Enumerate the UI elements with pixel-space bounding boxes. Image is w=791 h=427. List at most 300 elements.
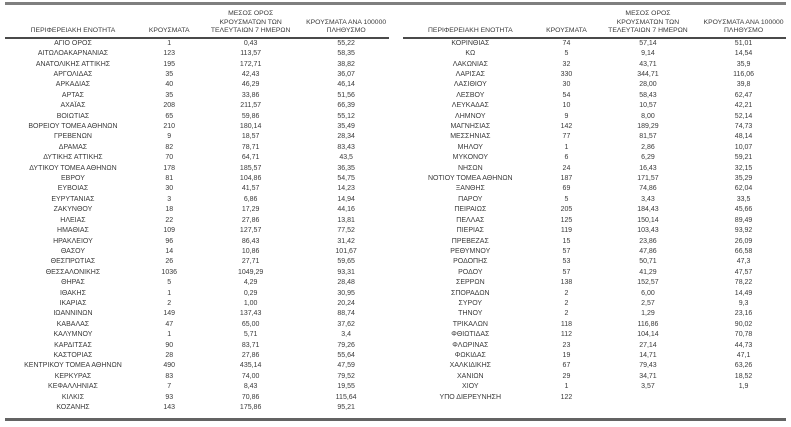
cases-value: 109 <box>163 227 176 235</box>
cases-value: 1 <box>564 383 569 391</box>
avg7-value: 81,57 <box>639 133 657 141</box>
table-row <box>5 247 389 257</box>
table-row <box>403 237 787 247</box>
cases-value: 29 <box>562 372 571 380</box>
cases-value: 1 <box>167 289 172 297</box>
cases-value: 6 <box>564 154 569 162</box>
region-name: ΣΠΟΡΑΔΩΝ <box>451 289 490 297</box>
region-name: ΜΑΓΝΗΣΙΑΣ <box>450 123 491 131</box>
avg7-value: 9,14 <box>641 50 655 58</box>
cases-value: 119 <box>560 227 573 235</box>
per100k-value: 55,64 <box>337 351 355 359</box>
cases-value: 32 <box>562 60 571 68</box>
table-row <box>5 382 389 392</box>
cases-value: 54 <box>562 91 571 99</box>
avg7-value: 137,43 <box>239 310 262 318</box>
cases-value: 7 <box>167 383 172 391</box>
region-name: ΕΥΒΟΙΑΣ <box>57 185 89 193</box>
per100k-value: 77,52 <box>337 227 355 235</box>
table-row <box>5 205 389 215</box>
avg7-value: 8,00 <box>641 112 655 120</box>
avg7-value: 1,00 <box>243 299 258 307</box>
region-name: ΙΘΑΚΗΣ <box>59 289 86 297</box>
per100k-value: 14,49 <box>734 289 753 297</box>
table-row <box>5 143 389 153</box>
cases-value: 2 <box>564 289 569 297</box>
region-name: ΚΟΡΙΝΘΙΑΣ <box>451 39 490 47</box>
table-row <box>403 247 787 257</box>
cases-value: 57 <box>562 268 571 276</box>
cases-value: 74 <box>562 39 571 47</box>
region-name: ΔΥΤΙΚΗΣ ΑΤΤΙΚΗΣ <box>43 154 103 162</box>
cases-value: 1 <box>564 143 569 151</box>
region-name: ΗΜΑΘΙΑΣ <box>57 227 89 235</box>
avg7-value: 152,57 <box>637 279 659 287</box>
avg7-value: 172,71 <box>239 60 262 68</box>
cases-value: 18 <box>165 206 174 214</box>
table-row <box>5 153 389 163</box>
per100k-value: 14,54 <box>734 50 753 58</box>
table-row <box>403 49 787 59</box>
per100k-value: 93,31 <box>337 268 355 276</box>
per100k-value: 66,39 <box>337 102 355 110</box>
table-row <box>5 309 389 319</box>
avg7-value: 175,86 <box>239 404 262 411</box>
region-name: ΒΟΙΩΤΙΑΣ <box>56 112 90 120</box>
per100k-value: 35,9 <box>736 60 751 68</box>
table-row <box>5 49 389 59</box>
avg7-value: 1049,29 <box>237 268 264 276</box>
per100k-value: 35,29 <box>734 175 753 183</box>
per100k-value: 47,59 <box>337 362 355 370</box>
avg7-value: 79,43 <box>639 362 657 370</box>
table-row <box>403 132 787 142</box>
table-row <box>5 216 389 226</box>
col-header-avg7: ΜΕΣΟΣ ΟΡΟΣ ΚΡΟΥΣΜΑΤΩΝ ΤΩΝ ΤΕΛΕΥΤΑΙΩΝ 7 ΗΜΕΡΩΝ <box>198 5 304 38</box>
per100k-value: 63,26 <box>734 362 753 370</box>
region-name: ΝΗΣΩΝ <box>457 164 483 172</box>
per100k-value: 43,5 <box>339 154 353 162</box>
per100k-value: 48,14 <box>734 133 753 141</box>
cases-value: 490 <box>163 362 176 370</box>
cases-value: 5 <box>167 279 172 287</box>
table-row <box>403 341 787 351</box>
table-row <box>5 299 389 309</box>
avg7-value: 83,71 <box>241 341 260 349</box>
avg7-value: 27,14 <box>639 341 657 349</box>
regional-table-left <box>5 5 389 413</box>
per100k-value: 44,73 <box>734 341 753 349</box>
table-row <box>5 195 389 205</box>
region-name: ΦΛΩΡΙΝΑΣ <box>452 341 489 349</box>
cases-value: 3 <box>167 195 172 203</box>
per100k-value: 95,21 <box>337 404 355 411</box>
per100k-value: 28,48 <box>337 279 355 287</box>
per100k-value: 55,12 <box>337 112 355 120</box>
per100k-value: 36,35 <box>337 164 355 172</box>
region-name: ΜΥΚΟΝΟΥ <box>452 154 488 162</box>
per100k-value: 33,5 <box>736 195 751 203</box>
cases-value: 14 <box>165 247 174 255</box>
cases-value: 1 <box>167 39 172 47</box>
table-row <box>403 122 787 132</box>
cases-value: 112 <box>560 331 573 339</box>
avg7-value: 86,43 <box>241 237 260 245</box>
region-name: ΛΑΣΙΘΙΟΥ <box>453 81 487 89</box>
cases-value: 142 <box>560 123 573 131</box>
avg7-value: 211,57 <box>240 102 262 110</box>
cases-value: 195 <box>163 60 176 68</box>
table-row <box>403 143 787 153</box>
avg7-value: 42,43 <box>241 71 260 78</box>
table-row <box>5 164 389 174</box>
region-name: ΚΕΝΤΡΙΚΟΥ ΤΟΜΕΑ ΑΘΗΝΩΝ <box>24 362 122 370</box>
col-header-per100k: ΚΡΟΥΣΜΑΤΑ ΑΝΑ 100000 ΠΛΗΘΥΣΜΟ <box>304 5 389 38</box>
avg7-value: 27,86 <box>241 351 260 359</box>
avg7-value: 103,43 <box>637 227 659 235</box>
per100k-value: 62,47 <box>734 91 753 99</box>
table-row <box>5 341 389 351</box>
avg7-value: 27,86 <box>241 216 260 224</box>
region-name: ΠΕΙΡΑΙΩΣ <box>454 206 487 214</box>
cases-value: 30 <box>562 81 571 89</box>
table-row <box>403 320 787 330</box>
per100k-value: 52,14 <box>734 112 753 120</box>
avg7-value: 189,29 <box>637 123 659 131</box>
avg7-value: 1,29 <box>641 310 655 318</box>
avg7-value: 3,43 <box>641 195 655 203</box>
cases-value: 90 <box>165 341 174 349</box>
region-name: ΛΕΣΒΟΥ <box>456 91 485 99</box>
region-name: ΣΕΡΡΩΝ <box>456 279 485 287</box>
cases-value: 47 <box>165 320 174 328</box>
per100k-value: 51,01 <box>734 39 753 47</box>
region-name: ΓΡΕΒΕΝΩΝ <box>54 133 92 141</box>
col-header-cases: ΚΡΟΥΣΜΑΤΑ <box>538 5 595 38</box>
table-row <box>403 309 787 319</box>
region-name: ΦΘΙΩΤΙΔΑΣ <box>451 331 490 339</box>
avg7-value: 23,86 <box>639 237 657 245</box>
cases-value: 138 <box>560 279 573 287</box>
region-name: ΣΥΡΟΥ <box>458 299 483 307</box>
cases-value: 5 <box>564 195 569 203</box>
per100k-value: 23,16 <box>734 310 753 318</box>
per100k-value: 51,56 <box>337 91 355 99</box>
table-row <box>5 237 389 247</box>
per100k-value: 38,82 <box>337 60 355 68</box>
cases-value: 65 <box>165 112 174 120</box>
tables-container <box>5 2 786 421</box>
avg7-value: 78,71 <box>241 143 260 151</box>
table-row <box>403 351 787 361</box>
avg7-value: 185,57 <box>239 164 262 172</box>
avg7-value: 10,86 <box>241 247 260 255</box>
avg7-value: 435,14 <box>239 362 262 370</box>
avg7-value: 43,71 <box>639 60 657 68</box>
per100k-value: 66,58 <box>734 247 753 255</box>
avg7-value: 5,71 <box>243 331 258 339</box>
region-name: ΠΡΕΒΕΖΑΣ <box>451 237 489 245</box>
table-row <box>403 60 787 70</box>
avg7-value: 3,57 <box>641 383 655 391</box>
region-name: ΧΑΛΚΙΔΙΚΗΣ <box>449 362 491 370</box>
cases-value: 210 <box>163 123 176 131</box>
region-name: ΠΑΡΟΥ <box>458 195 483 203</box>
table-row <box>403 372 787 382</box>
avg7-value: 18,57 <box>241 133 260 141</box>
table-row <box>403 38 787 49</box>
col-header-per100k: ΚΡΟΥΣΜΑΤΑ ΑΝΑ 100000 ΠΛΗΘΥΣΜΟ <box>701 5 786 38</box>
per100k-value: 13,81 <box>337 216 355 224</box>
per100k-value: 42,21 <box>734 102 753 110</box>
avg7-value: 65,00 <box>241 320 260 328</box>
region-name: ΑΓΙΟ ΟΡΟΣ <box>54 39 92 47</box>
per100k-value: 90,02 <box>734 320 753 328</box>
avg7-value: 17,29 <box>241 206 260 214</box>
region-name: ΙΩΑΝΝΙΝΩΝ <box>53 310 93 318</box>
region-name: ΑΝΑΤΟΛΙΚΗΣ ΑΤΤΙΚΗΣ <box>35 60 111 68</box>
per100k-value: 31,42 <box>337 237 355 245</box>
table-row <box>5 268 389 278</box>
region-name: ΑΡΚΑΔΙΑΣ <box>55 81 91 89</box>
per100k-value: 83,43 <box>337 143 355 151</box>
avg7-value: 344,71 <box>637 71 659 78</box>
region-name: ΡΕΘΥΜΝΟΥ <box>450 247 491 255</box>
table-row <box>403 226 787 236</box>
cases-value: 187 <box>560 175 573 183</box>
region-name: ΞΑΝΘΗΣ <box>455 185 485 193</box>
per100k-value: 37,62 <box>337 320 355 328</box>
region-name: ΘΗΡΑΣ <box>61 279 85 287</box>
table-row <box>403 80 787 90</box>
table-row <box>5 257 389 267</box>
table-row <box>5 132 389 142</box>
avg7-value: 46,29 <box>241 81 260 89</box>
cases-value: 53 <box>562 258 571 266</box>
table-row <box>5 372 389 382</box>
region-name: ΛΑΡΙΣΑΣ <box>455 71 485 78</box>
avg7-value: 28,00 <box>639 81 657 89</box>
region-name: ΗΡΑΚΛΕΙΟΥ <box>53 237 93 245</box>
table-row <box>5 351 389 361</box>
col-header-avg7: ΜΕΣΟΣ ΟΡΟΣ ΚΡΟΥΣΜΑΤΩΝ ΤΩΝ ΤΕΛΕΥΤΑΙΩΝ 7 ΗΜΕΡΩΝ <box>595 5 701 38</box>
per100k-value: 93,92 <box>734 227 753 235</box>
header-row <box>5 5 389 38</box>
per100k-value: 54,75 <box>337 175 355 183</box>
region-name: ΥΠΟ ΔΙΕΡΕΥΝΗΣΗ <box>439 393 502 401</box>
cases-value: 93 <box>165 393 174 401</box>
col-header-cases: ΚΡΟΥΣΜΑΤΑ <box>141 5 198 38</box>
cases-value: 35 <box>165 91 174 99</box>
cases-value: 125 <box>560 216 573 224</box>
cases-value: 5 <box>564 50 569 58</box>
region-name: ΛΑΚΩΝΙΑΣ <box>452 60 488 68</box>
region-name: ΚΕΡΚΥΡΑΣ <box>54 372 92 380</box>
cases-value: 83 <box>165 372 174 380</box>
per100k-value: 9,3 <box>738 299 749 307</box>
avg7-value: 50,71 <box>639 258 657 266</box>
cases-value: 1036 <box>161 268 177 276</box>
cases-value: 178 <box>163 164 176 172</box>
header-row <box>403 5 787 38</box>
per100k-value: 36,07 <box>337 71 355 78</box>
avg7-value: 59,86 <box>241 112 260 120</box>
table-row <box>403 382 787 392</box>
per100k-value: 47,57 <box>734 268 753 276</box>
per100k-value: 88,74 <box>337 310 355 318</box>
table-row <box>403 174 787 184</box>
avg7-value: 10,57 <box>639 102 657 110</box>
table-row <box>403 112 787 122</box>
region-name: ΚΩ <box>465 50 476 58</box>
avg7-value: 184,43 <box>637 206 659 214</box>
cases-value: 40 <box>165 81 174 89</box>
region-name: ΜΗΛΟΥ <box>457 143 483 151</box>
avg7-value: 74,86 <box>639 185 657 193</box>
table-row <box>5 174 389 184</box>
avg7-value: 6,86 <box>243 195 258 203</box>
table-row <box>5 101 389 111</box>
cases-value: 69 <box>562 185 571 193</box>
avg7-value: 6,00 <box>641 289 655 297</box>
region-name: ΑΡΓΟΛΙΔΑΣ <box>53 71 93 78</box>
region-name: ΖΑΚΥΝΘΟΥ <box>53 206 93 214</box>
per100k-value: 32,15 <box>734 164 753 172</box>
col-header-region: ΠΕΡΙΦΕΡΕΙΑΚΗ ΕΝΟΤΗΤΑ <box>403 5 539 38</box>
cases-value: 82 <box>165 143 174 151</box>
per100k-value: 58,35 <box>337 50 355 58</box>
cases-value: 23 <box>562 341 571 349</box>
table-row <box>5 122 389 132</box>
per100k-value: 26,09 <box>734 237 753 245</box>
cases-value: 9 <box>167 133 172 141</box>
cases-value: 143 <box>163 404 176 411</box>
cases-value: 123 <box>163 50 176 58</box>
avg7-value: 2,57 <box>641 299 655 307</box>
region-name: ΤΡΙΚΑΛΩΝ <box>452 320 488 328</box>
cases-value: 149 <box>163 310 176 318</box>
avg7-value: 2,86 <box>641 143 655 151</box>
avg7-value: 47,86 <box>639 247 657 255</box>
per100k-value: 59,65 <box>337 258 355 266</box>
table-row <box>5 70 389 80</box>
table-row <box>5 289 389 299</box>
avg7-value: 0,43 <box>243 39 258 47</box>
per100k-value: 70,78 <box>734 331 753 339</box>
avg7-value: 57,14 <box>639 39 657 47</box>
table-row <box>5 91 389 101</box>
per100k-value: 39,8 <box>736 81 751 89</box>
cases-value: 2 <box>564 310 569 318</box>
region-name: ΔΥΤΙΚΟΥ ΤΟΜΕΑ ΑΘΗΝΩΝ <box>29 164 117 172</box>
table-row <box>403 153 787 163</box>
per100k-value: 1,9 <box>738 383 749 391</box>
cases-value: 70 <box>165 154 174 162</box>
table-row <box>5 361 389 371</box>
region-name: ΚΑΣΤΟΡΙΑΣ <box>53 351 93 359</box>
table-row <box>403 101 787 111</box>
per100k-value: 74,73 <box>734 123 753 131</box>
region-name: ΚΑΒΑΛΑΣ <box>56 320 90 328</box>
avg7-value: 4,29 <box>243 279 258 287</box>
cases-value: 57 <box>562 247 571 255</box>
cases-value: 67 <box>562 362 571 370</box>
table-row <box>403 70 787 80</box>
avg7-value: 116,86 <box>637 320 659 328</box>
region-name: ΙΚΑΡΙΑΣ <box>59 299 87 307</box>
region-name: ΗΛΕΙΑΣ <box>60 216 86 224</box>
avg7-value: 34,71 <box>639 372 657 380</box>
region-name: ΘΕΣΣΑΛΟΝΙΚΗΣ <box>45 268 101 276</box>
cases-value: 96 <box>165 237 174 245</box>
table-row <box>403 289 787 299</box>
avg7-value: 113,57 <box>240 50 262 58</box>
region-name: ΘΑΣΟΥ <box>60 247 86 255</box>
cases-value: 26 <box>165 258 174 266</box>
table-row <box>403 91 787 101</box>
avg7-value: 180,14 <box>239 123 262 131</box>
cases-value: 22 <box>165 216 174 224</box>
avg7-value: 6,29 <box>641 154 655 162</box>
per100k-value: 47,3 <box>736 258 751 266</box>
per100k-value: 79,52 <box>337 372 355 380</box>
table-row <box>5 278 389 288</box>
region-name: ΔΡΑΜΑΣ <box>58 143 88 151</box>
table-row <box>5 184 389 194</box>
region-name: ΘΕΣΠΡΩΤΙΑΣ <box>50 258 96 266</box>
per100k-value: 59,21 <box>734 154 753 162</box>
table-row <box>403 299 787 309</box>
table-row <box>403 330 787 340</box>
region-name: ΦΩΚΙΔΑΣ <box>454 351 486 359</box>
cases-value: 19 <box>562 351 571 359</box>
cases-value: 2 <box>564 299 569 307</box>
cases-value: 28 <box>165 351 174 359</box>
region-name: ΠΕΛΛΑΣ <box>456 216 485 224</box>
region-name: ΧΑΝΙΩΝ <box>456 372 484 380</box>
per100k-value: 14,94 <box>337 195 355 203</box>
per100k-value: 35,49 <box>337 123 355 131</box>
region-name: ΛΗΜΝΟΥ <box>455 112 486 120</box>
avg7-value: 64,71 <box>241 154 260 162</box>
per100k-value: 18,52 <box>734 372 753 380</box>
per100k-value: 116,06 <box>733 71 755 78</box>
avg7-value: 41,57 <box>241 185 260 193</box>
cases-value: 208 <box>163 102 176 110</box>
avg7-value: 150,14 <box>637 216 659 224</box>
avg7-value: 27,71 <box>241 258 260 266</box>
table-row <box>403 361 787 371</box>
per100k-value: 30,95 <box>337 289 355 297</box>
avg7-value: 171,57 <box>637 175 659 183</box>
cases-value: 24 <box>562 164 571 172</box>
table-row <box>5 38 389 49</box>
region-name: ΚΕΦΑΛΛΗΝΙΑΣ <box>48 383 98 391</box>
table-row <box>403 195 787 205</box>
cases-value: 330 <box>560 71 573 78</box>
col-header-region: ΠΕΡΙΦΕΡΕΙΑΚΗ ΕΝΟΤΗΤΑ <box>5 5 141 38</box>
region-name: ΕΒΡΟΥ <box>61 175 85 183</box>
cases-value: 205 <box>560 206 573 214</box>
per100k-value: 44,16 <box>337 206 355 214</box>
per100k-value: 115,64 <box>335 393 357 401</box>
per100k-value: 55,22 <box>337 39 355 47</box>
table-row <box>403 205 787 215</box>
table-row <box>403 278 787 288</box>
table-row <box>5 226 389 236</box>
per100k-value <box>701 393 786 403</box>
region-name: ΝΟΤΙΟΥ ΤΟΜΕΑ ΑΘΗΝΩΝ <box>428 175 513 183</box>
